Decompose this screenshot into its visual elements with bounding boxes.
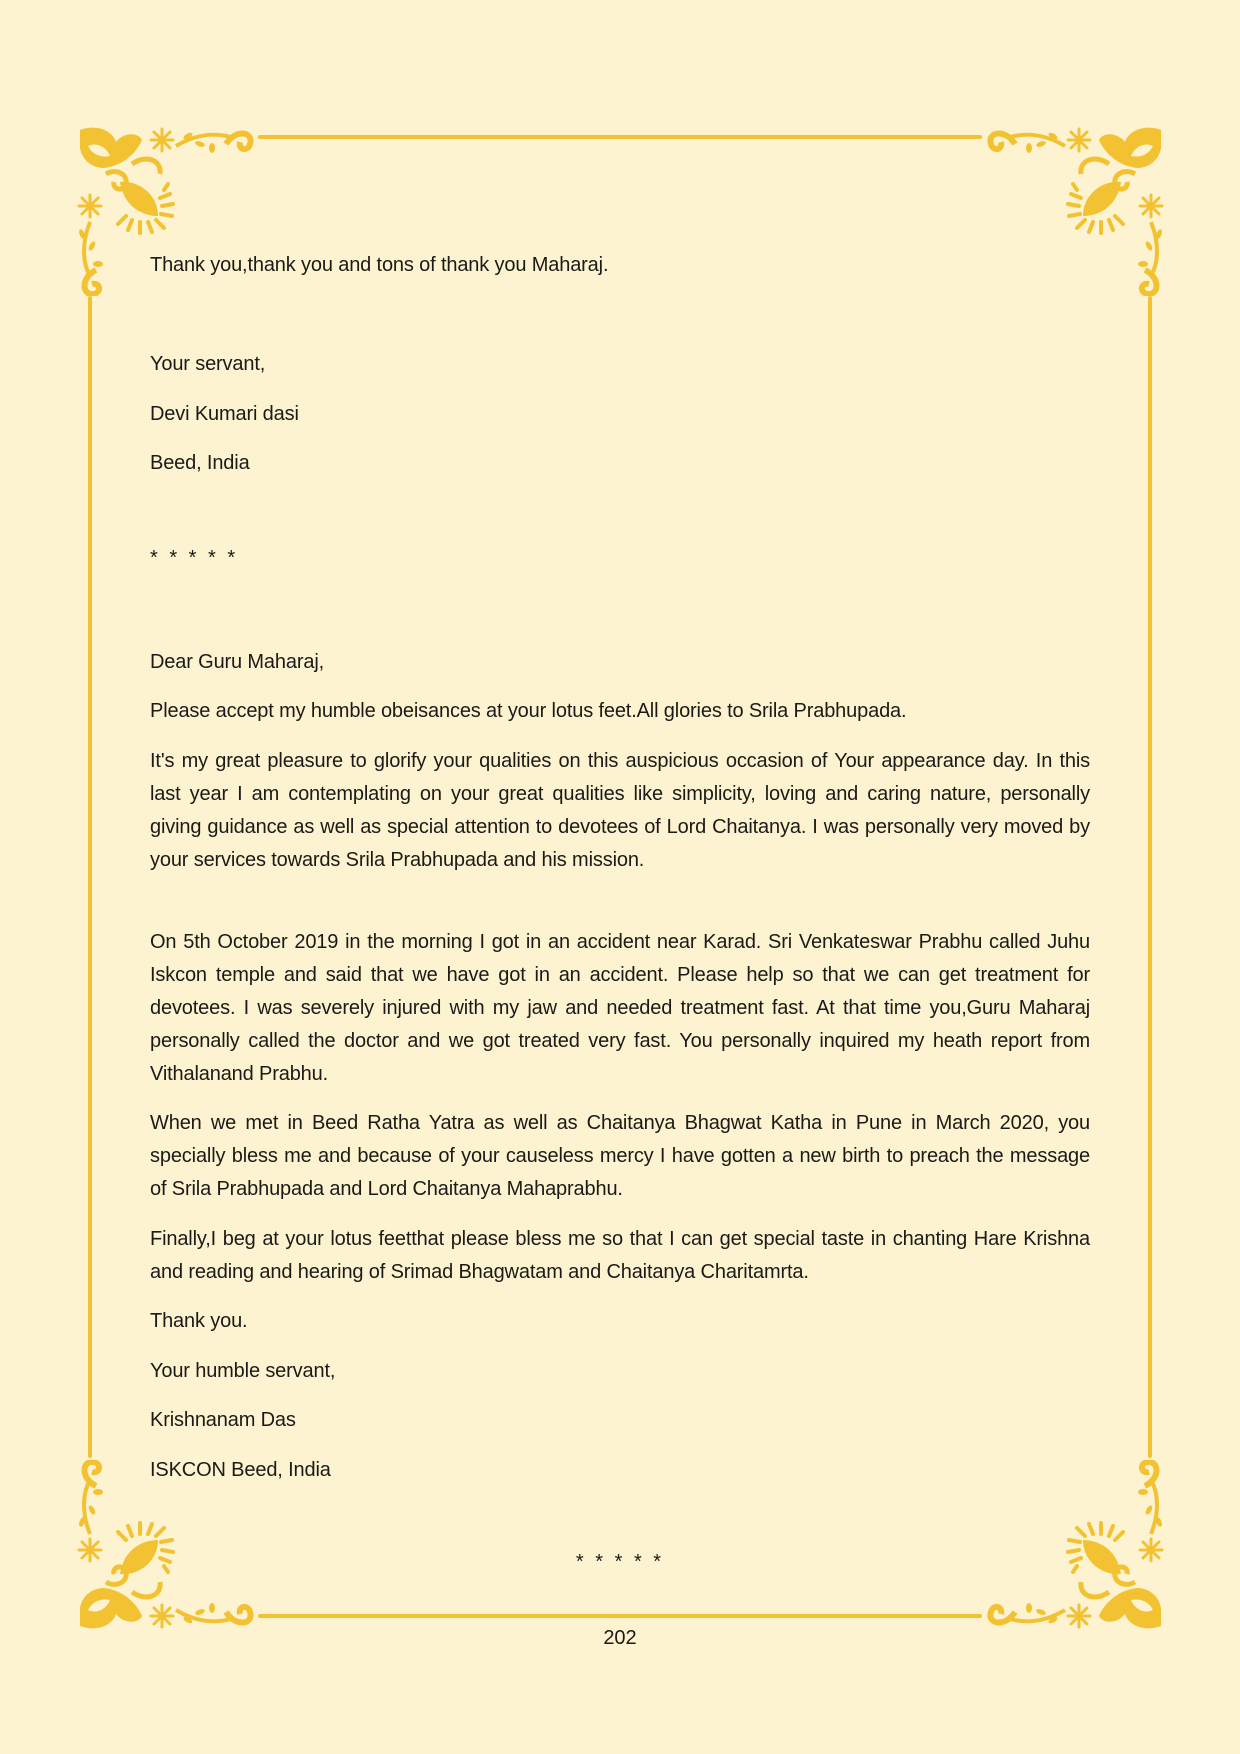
letter1-author-location: Beed, India [150, 452, 250, 474]
letter2-author-location: ISKCON Beed, India [150, 1459, 331, 1481]
letter2-obeisances: Please accept my humble obeisances at your lotus feet.All glories to Srila Prabhupada. [150, 700, 907, 722]
letter2-thanks: Thank you. [150, 1310, 248, 1332]
paragraph-text: On 5th October 2019 in the morning I got in an accident near Karad. Sri Venkateswar Prabhu called Juhu Iskcon temple and said that we have got in an accident. Please help so that we can get treatment for devotees. I was severely injured with my jaw and needed treatment fast. At that time you,Guru Maharaj personally called the doctor and we got treated very fast. You personally inquired my heath report from Vithalanand Prabhu. [150, 931, 1090, 1085]
letter2-paragraph-1 [150, 745, 1090, 877]
letter1-thanks: Thank you,thank you and tons of thank you Maharaj. [150, 254, 609, 276]
paragraph-text: When we met in Beed Ratha Yatra as well as Chaitanya Bhagwat Katha in Pune in March 2020, you specially bless me and because of your causeless mercy I have gotten a new birth to preach the message of Srila Prabhupada and Lord Chaitanya Mahaprabhu. [150, 1112, 1090, 1200]
letter2-author-name: Krishnanam Das [150, 1409, 296, 1431]
corner-ornament-bottom-right-icon [985, 1460, 1165, 1632]
letter2-signoff: Your humble servant, [150, 1360, 336, 1382]
border-left-line [88, 296, 92, 1458]
page-number: 202 [603, 1627, 637, 1649]
corner-ornament-top-right-icon [985, 124, 1165, 296]
letter1-author-name: Devi Kumari dasi [150, 403, 299, 425]
letter2-salutation: Dear Guru Maharaj, [150, 651, 325, 673]
border-top-line [258, 135, 982, 139]
border-right-line [1148, 296, 1152, 1458]
section-separator: * * * * * [150, 547, 239, 569]
letter1-signoff: Your servant, [150, 353, 266, 375]
letter2-paragraph-4 [150, 1223, 1090, 1289]
paragraph-text: Finally,I beg at your lotus feetthat please bless me so that I can get special taste in chanting Hare Krishna and reading and hearing of Srimad Bhagwatam and Chaitanya Charitamrta. [150, 1228, 1090, 1283]
letter2-paragraph-2 [150, 926, 1090, 1091]
section-separator-bottom: * * * * * [575, 1551, 665, 1573]
letter2-paragraph-3 [150, 1107, 1090, 1206]
paragraph-text: It's my great pleasure to glorify your qualities on this auspicious occasion of Your appearance day. In this last year I am contemplating on your great qualities like simplicity, loving and caring nature, personally giving guidance as well as special attention to devotees of Lord Chaitanya. I was personally very moved by your services towards Srila Prabhupada and his mission. [150, 750, 1090, 871]
border-bottom-line [258, 1614, 982, 1618]
